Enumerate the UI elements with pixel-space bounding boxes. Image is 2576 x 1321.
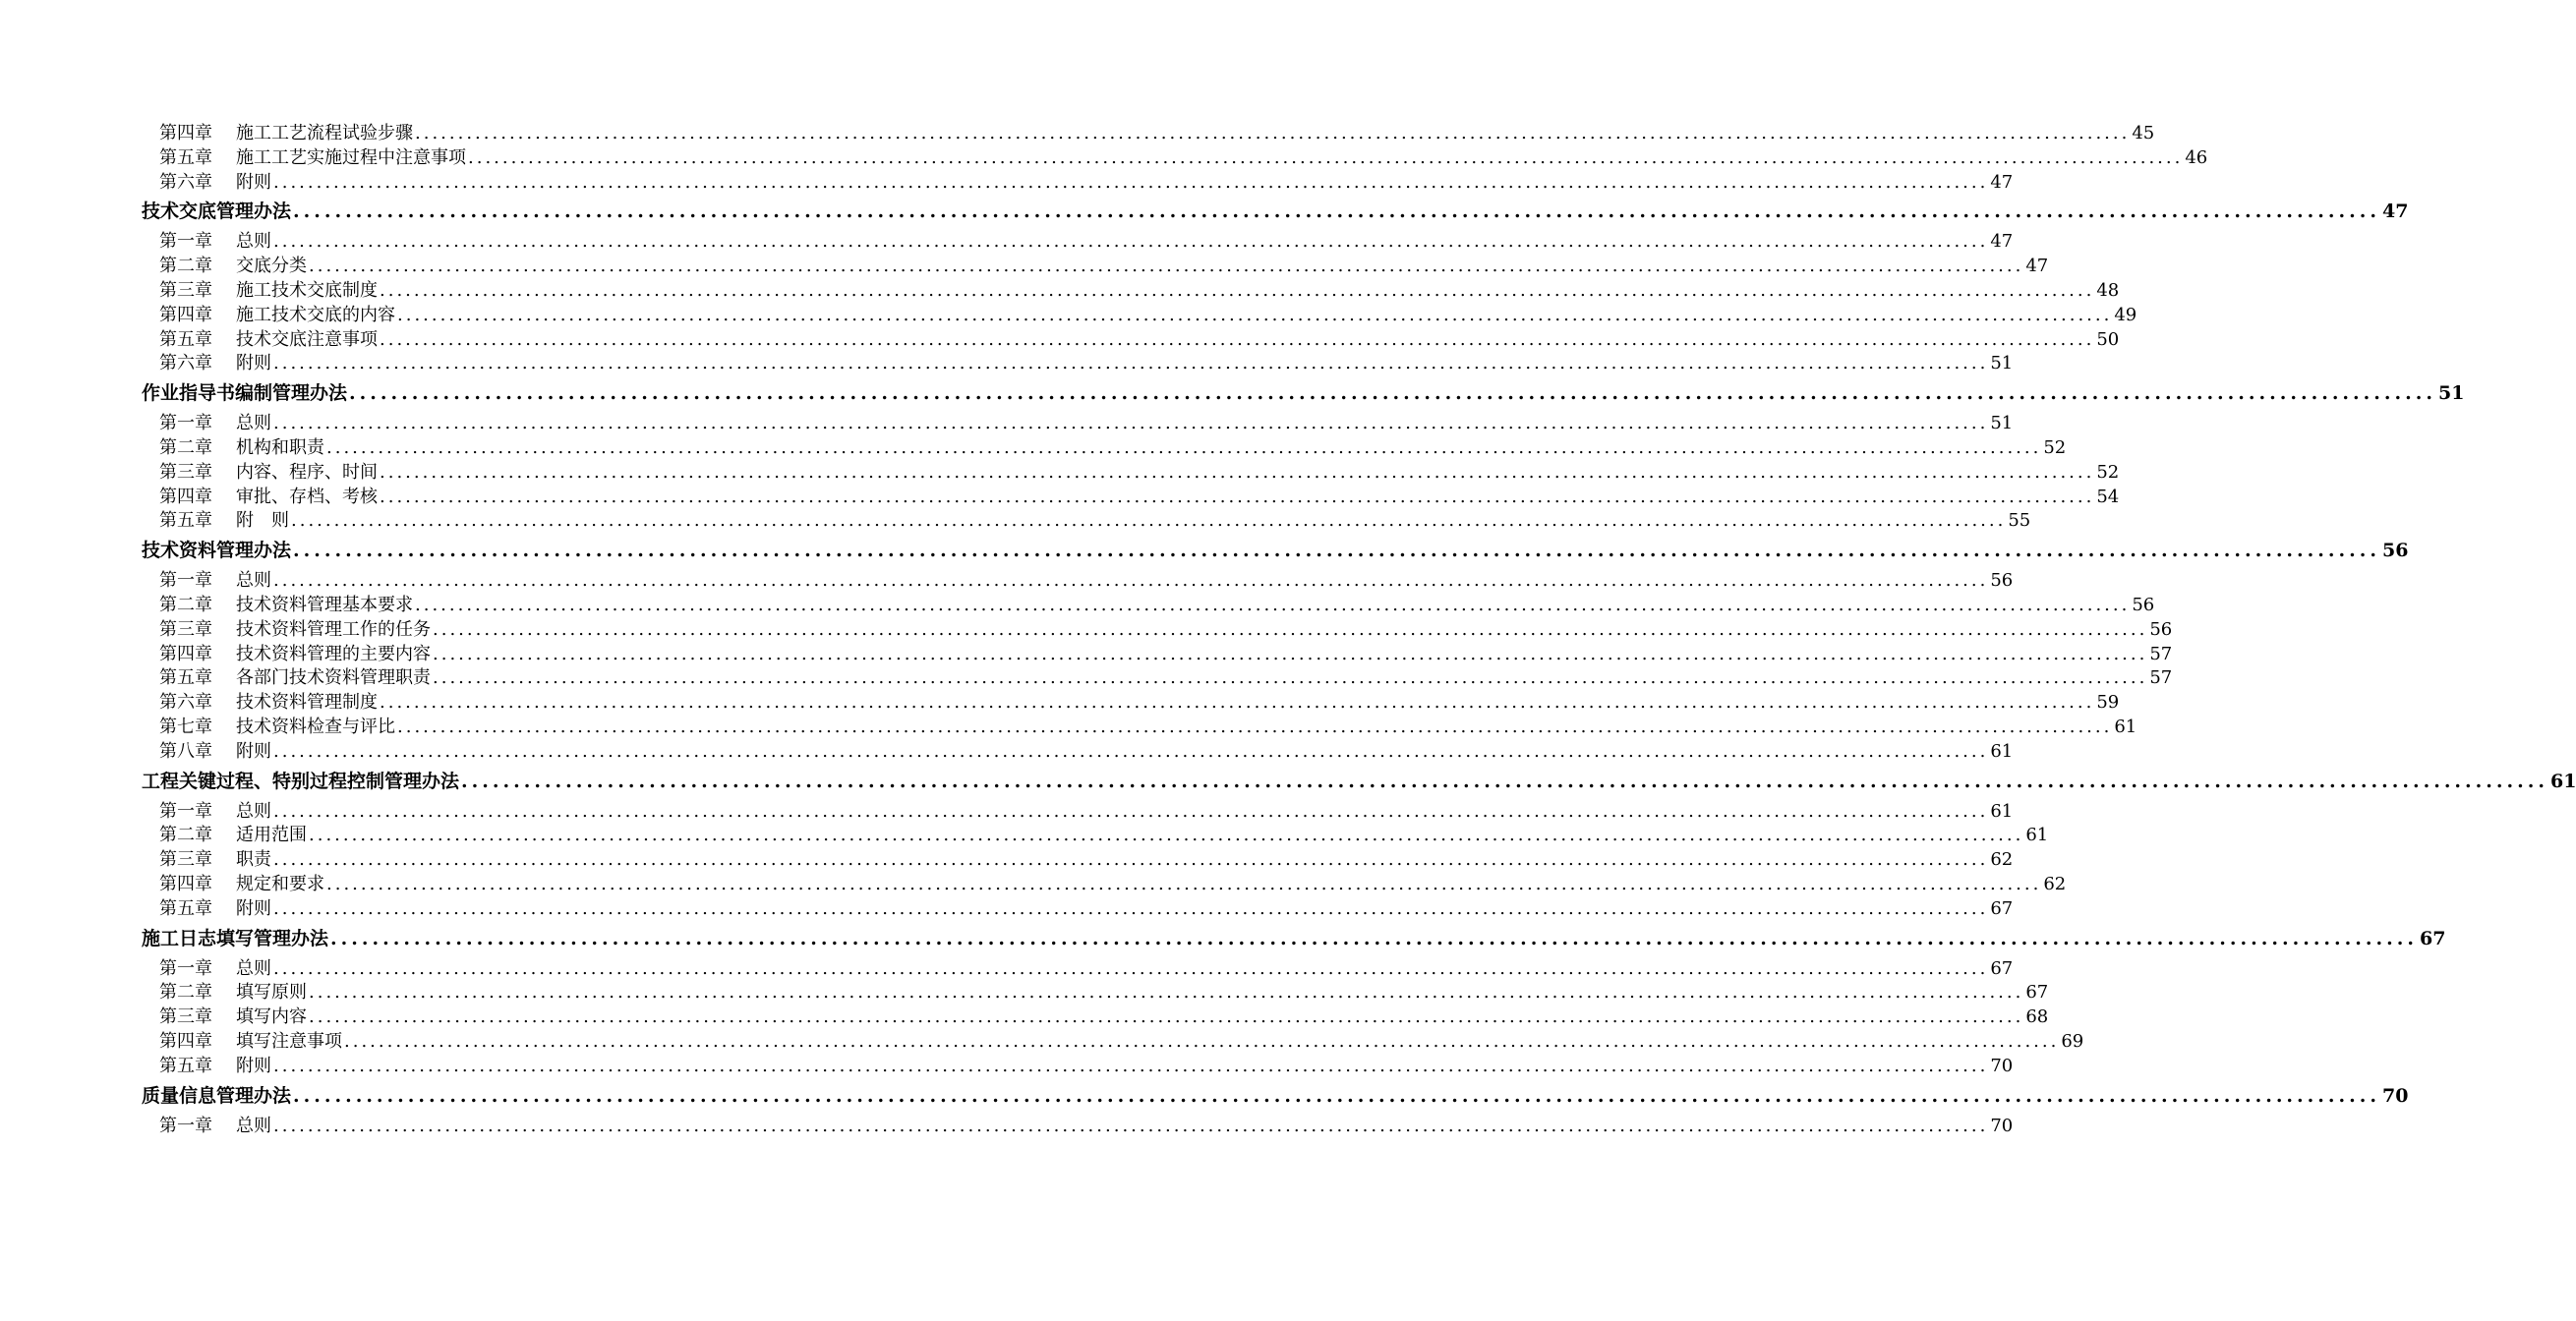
chapter-number: 第五章 bbox=[159, 146, 212, 168]
page-number: 59 bbox=[2096, 692, 2120, 714]
toc-chapter-entry[interactable] bbox=[159, 255, 2049, 279]
page-number: 56 bbox=[1990, 570, 2014, 592]
page-number: 49 bbox=[2114, 304, 2137, 325]
toc-entry-label bbox=[159, 897, 271, 922]
toc-entry-label bbox=[159, 981, 307, 1005]
dot-leader: ........................................................................................................................................................................................................ bbox=[293, 201, 2380, 223]
page-number: 67 bbox=[1990, 897, 2014, 919]
page-number: 56 bbox=[2381, 540, 2409, 562]
toc-chapter-entry[interactable] bbox=[159, 1030, 2084, 1055]
chapter-number: 第八章 bbox=[159, 740, 212, 762]
toc-chapter-entry[interactable] bbox=[159, 957, 2014, 982]
section-title: 技术资料管理办法 bbox=[142, 540, 292, 562]
chapter-title: 审批、存档、考核 bbox=[236, 486, 378, 507]
chapter-number: 第一章 bbox=[159, 800, 212, 822]
page-number: 68 bbox=[2025, 1006, 2049, 1028]
dot-leader: ........................................................................................................................................................................................................ bbox=[273, 570, 1989, 592]
chapter-number: 第五章 bbox=[159, 667, 212, 689]
page-number: 46 bbox=[2185, 146, 2208, 168]
toc-chapter-entry[interactable] bbox=[159, 740, 2014, 765]
chapter-title: 填写内容 bbox=[236, 1006, 307, 1028]
toc-chapter-entry[interactable] bbox=[159, 412, 2014, 436]
toc-section-entry[interactable] bbox=[142, 922, 2446, 955]
page-number: 51 bbox=[1990, 353, 2014, 374]
toc-chapter-entry[interactable] bbox=[159, 146, 2208, 171]
toc-chapter-entry[interactable] bbox=[159, 594, 2155, 618]
dot-leader: ........................................................................................................................................................................................................ bbox=[326, 873, 2042, 894]
chapter-number: 第二章 bbox=[159, 982, 212, 1004]
toc-chapter-entry[interactable] bbox=[159, 171, 2014, 196]
chapter-number: 第三章 bbox=[159, 1006, 212, 1028]
toc-entry-label bbox=[159, 1005, 307, 1030]
toc-section-entry[interactable] bbox=[142, 376, 2465, 410]
chapter-title: 交底分类 bbox=[236, 256, 307, 277]
dot-leader: ........................................................................................................................................................................................................ bbox=[433, 667, 2148, 689]
toc-entry-label bbox=[159, 436, 324, 461]
dot-leader: ........................................................................................................................................................................................................ bbox=[309, 256, 2024, 277]
chapter-number: 第二章 bbox=[159, 594, 212, 615]
dot-leader: ........................................................................................................................................................................................................ bbox=[273, 800, 1989, 822]
chapter-title: 施工工艺流程试验步骤 bbox=[236, 123, 413, 144]
chapter-number: 第四章 bbox=[159, 643, 212, 664]
toc-chapter-entry[interactable] bbox=[159, 691, 2120, 716]
section-title: 作业指导书编制管理办法 bbox=[142, 382, 348, 405]
dot-leader: ........................................................................................................................................................................................................ bbox=[326, 436, 2042, 458]
toc-chapter-entry[interactable] bbox=[159, 800, 2014, 825]
toc-chapter-entry[interactable] bbox=[159, 122, 2155, 146]
dot-leader: ........................................................................................................................................................................................................ bbox=[397, 716, 2113, 737]
chapter-number: 第四章 bbox=[159, 123, 212, 144]
toc-section-entry[interactable] bbox=[142, 1079, 2409, 1113]
chapter-number: 第一章 bbox=[159, 413, 212, 434]
chapter-title: 附则 bbox=[236, 740, 271, 762]
chapter-number: 第二章 bbox=[159, 825, 212, 846]
toc-entry-label bbox=[159, 279, 378, 304]
chapter-title: 填写注意事项 bbox=[236, 1030, 342, 1052]
page-number: 51 bbox=[2437, 382, 2465, 405]
page-number: 56 bbox=[2149, 618, 2173, 640]
page-number: 47 bbox=[2025, 256, 2049, 277]
page-number: 50 bbox=[2096, 328, 2120, 350]
chapter-title: 技术资料管理工作的任务 bbox=[236, 618, 431, 640]
chapter-title: 总则 bbox=[236, 957, 271, 979]
page-number: 52 bbox=[2043, 436, 2067, 458]
dot-leader: ........................................................................................................................................................................................................ bbox=[380, 486, 2095, 507]
chapter-title: 附 则 bbox=[236, 510, 289, 532]
dot-leader: ........................................................................................................................................................................................................ bbox=[273, 353, 1989, 374]
chapter-number: 第五章 bbox=[159, 897, 212, 919]
page-number: 67 bbox=[2419, 927, 2446, 949]
dot-leader: ........................................................................................................................................................................................................ bbox=[330, 927, 2418, 949]
toc-chapter-entry[interactable] bbox=[159, 509, 2031, 534]
page-number: 62 bbox=[2043, 873, 2067, 894]
chapter-title: 内容、程序、时间 bbox=[236, 461, 378, 483]
toc-chapter-entry[interactable] bbox=[159, 873, 2067, 897]
chapter-number: 第三章 bbox=[159, 279, 212, 301]
dot-leader: ........................................................................................................................................................................................................ bbox=[309, 982, 2024, 1004]
page-number: 45 bbox=[2132, 123, 2155, 144]
toc-section-entry[interactable] bbox=[142, 765, 2576, 798]
toc-entry-label bbox=[159, 146, 466, 171]
toc-chapter-entry[interactable] bbox=[159, 279, 2120, 304]
chapter-number: 第二章 bbox=[159, 436, 212, 458]
toc-entry-label bbox=[159, 800, 271, 825]
chapter-number: 第四章 bbox=[159, 486, 212, 507]
toc-entry-label bbox=[159, 461, 378, 486]
toc-chapter-entry[interactable] bbox=[159, 436, 2067, 461]
toc-entry-label bbox=[159, 255, 307, 279]
toc-chapter-entry[interactable] bbox=[159, 848, 2014, 873]
dot-leader: ........................................................................................................................................................................................................ bbox=[461, 770, 2548, 792]
dot-leader: ........................................................................................................................................................................................................ bbox=[380, 692, 2095, 714]
toc-chapter-entry[interactable] bbox=[159, 461, 2120, 486]
toc-entry-label bbox=[159, 618, 431, 643]
toc-chapter-entry[interactable] bbox=[159, 1005, 2049, 1030]
dot-leader: ........................................................................................................................................................................................................ bbox=[273, 171, 1989, 193]
page-number: 67 bbox=[1990, 957, 2014, 979]
chapter-number: 第七章 bbox=[159, 716, 212, 737]
toc-chapter-entry[interactable] bbox=[159, 352, 2014, 376]
chapter-title: 总则 bbox=[236, 1115, 271, 1136]
toc-chapter-entry[interactable] bbox=[159, 643, 2173, 667]
toc-section-entry[interactable] bbox=[142, 195, 2409, 228]
dot-leader: ........................................................................................................................................................................................................ bbox=[380, 279, 2095, 301]
page-number: 54 bbox=[2096, 486, 2120, 507]
chapter-number: 第六章 bbox=[159, 171, 212, 193]
chapter-number: 第三章 bbox=[159, 618, 212, 640]
chapter-title: 附则 bbox=[236, 353, 271, 374]
dot-leader: ........................................................................................................................................................................................................ bbox=[433, 618, 2148, 640]
dot-leader: ........................................................................................................................................................................................................ bbox=[415, 123, 2131, 144]
chapter-number: 第五章 bbox=[159, 510, 212, 532]
toc-chapter-entry[interactable] bbox=[159, 1055, 2014, 1079]
toc-chapter-entry[interactable] bbox=[159, 897, 2014, 922]
chapter-number: 第六章 bbox=[159, 353, 212, 374]
chapter-title: 总则 bbox=[236, 231, 271, 253]
page-number: 69 bbox=[2061, 1030, 2084, 1052]
chapter-title: 施工技术交底的内容 bbox=[236, 304, 395, 325]
chapter-title: 职责 bbox=[236, 849, 271, 871]
toc-entry-label bbox=[159, 824, 307, 848]
chapter-number: 第四章 bbox=[159, 304, 212, 325]
dot-leader: ........................................................................................................................................................................................................ bbox=[293, 1084, 2380, 1107]
chapter-title: 总则 bbox=[236, 413, 271, 434]
chapter-title: 附则 bbox=[236, 171, 271, 193]
page-number: 70 bbox=[1990, 1055, 2014, 1076]
section-title: 技术交底管理办法 bbox=[142, 201, 292, 223]
page-number: 47 bbox=[2381, 201, 2409, 223]
toc-entry-label bbox=[159, 594, 413, 618]
section-title: 工程关键过程、特别过程控制管理办法 bbox=[142, 770, 460, 792]
toc-entry-label bbox=[159, 957, 271, 982]
table-of-contents bbox=[0, 122, 2576, 1138]
chapter-title: 技术交底注意事项 bbox=[236, 328, 378, 350]
section-title: 施工日志填写管理办法 bbox=[142, 927, 329, 949]
chapter-number: 第六章 bbox=[159, 692, 212, 714]
toc-chapter-entry[interactable] bbox=[159, 304, 2137, 328]
toc-entry-label bbox=[159, 1055, 271, 1079]
page-number: 47 bbox=[1990, 171, 2014, 193]
chapter-number: 第一章 bbox=[159, 570, 212, 592]
section-title: 质量信息管理办法 bbox=[142, 1084, 292, 1107]
toc-entry-label bbox=[159, 1030, 342, 1055]
toc-entry-label bbox=[159, 848, 271, 873]
dot-leader: ........................................................................................................................................................................................................ bbox=[397, 304, 2113, 325]
chapter-title: 机构和职责 bbox=[236, 436, 324, 458]
chapter-title: 附则 bbox=[236, 1055, 271, 1076]
toc-entry-label bbox=[159, 1115, 271, 1139]
toc-chapter-entry[interactable] bbox=[159, 486, 2120, 510]
chapter-title: 施工工艺实施过程中注意事项 bbox=[236, 146, 466, 168]
page-number: 56 bbox=[2132, 594, 2155, 615]
toc-entry-label bbox=[159, 691, 378, 716]
page-number: 51 bbox=[1990, 413, 2014, 434]
page-number: 61 bbox=[2114, 716, 2137, 737]
toc-entry-label bbox=[159, 328, 378, 353]
chapter-title: 适用范围 bbox=[236, 825, 307, 846]
page-number: 57 bbox=[2149, 667, 2173, 689]
chapter-number: 第三章 bbox=[159, 461, 212, 483]
chapter-number: 第四章 bbox=[159, 1030, 212, 1052]
page-number: 57 bbox=[2149, 643, 2173, 664]
toc-chapter-entry[interactable] bbox=[159, 716, 2137, 740]
chapter-number: 第一章 bbox=[159, 957, 212, 979]
page-number: 67 bbox=[2025, 982, 2049, 1004]
toc-entry-label bbox=[159, 509, 289, 534]
toc-chapter-entry[interactable] bbox=[159, 328, 2120, 353]
chapter-title: 附则 bbox=[236, 897, 271, 919]
page-number: 61 bbox=[1990, 740, 2014, 762]
toc-entry-label bbox=[159, 666, 431, 691]
dot-leader: ........................................................................................................................................................................................................ bbox=[309, 1006, 2024, 1028]
dot-leader: ........................................................................................................................................................................................................ bbox=[415, 594, 2131, 615]
dot-leader: ........................................................................................................................................................................................................ bbox=[344, 1030, 2060, 1052]
chapter-title: 技术资料检查与评比 bbox=[236, 716, 395, 737]
toc-entry-label bbox=[159, 873, 324, 897]
chapter-title: 总则 bbox=[236, 800, 271, 822]
chapter-title: 技术资料管理制度 bbox=[236, 692, 378, 714]
toc-entry-label bbox=[159, 230, 271, 255]
toc-section-entry[interactable] bbox=[142, 534, 2409, 567]
toc-entry-label bbox=[159, 171, 271, 196]
page-number: 70 bbox=[2381, 1084, 2409, 1107]
dot-leader: ........................................................................................................................................................................................................ bbox=[380, 461, 2095, 483]
chapter-title: 规定和要求 bbox=[236, 873, 324, 894]
chapter-title: 施工技术交底制度 bbox=[236, 279, 378, 301]
chapter-title: 各部门技术资料管理职责 bbox=[236, 667, 431, 689]
chapter-title: 总则 bbox=[236, 570, 271, 592]
chapter-title: 技术资料管理的主要内容 bbox=[236, 643, 431, 664]
dot-leader: ........................................................................................................................................................................................................ bbox=[273, 897, 1989, 919]
chapter-number: 第五章 bbox=[159, 328, 212, 350]
chapter-title: 填写原则 bbox=[236, 982, 307, 1004]
dot-leader: ........................................................................................................................................................................................................ bbox=[309, 825, 2024, 846]
toc-entry-label bbox=[159, 304, 395, 328]
chapter-number: 第五章 bbox=[159, 1055, 212, 1076]
toc-entry-label bbox=[159, 352, 271, 376]
page-number: 52 bbox=[2096, 461, 2120, 483]
chapter-title: 技术资料管理基本要求 bbox=[236, 594, 413, 615]
dot-leader: ........................................................................................................................................................................................................ bbox=[273, 740, 1989, 762]
page-number: 55 bbox=[2008, 510, 2031, 532]
toc-entry-label bbox=[159, 486, 378, 510]
dot-leader: ........................................................................................................................................................................................................ bbox=[273, 231, 1989, 253]
dot-leader: ........................................................................................................................................................................................................ bbox=[291, 510, 2007, 532]
page-number: 62 bbox=[1990, 849, 2014, 871]
toc-entry-label bbox=[159, 412, 271, 436]
toc-entry-label bbox=[159, 643, 431, 667]
page-number: 47 bbox=[1990, 231, 2014, 253]
dot-leader: ........................................................................................................................................................................................................ bbox=[380, 328, 2095, 350]
toc-chapter-entry[interactable] bbox=[159, 824, 2049, 848]
toc-entry-label bbox=[159, 122, 413, 146]
toc-chapter-entry[interactable] bbox=[159, 230, 2014, 255]
toc-entry-label bbox=[159, 740, 271, 765]
toc-entry-label bbox=[159, 716, 395, 740]
dot-leader: ........................................................................................................................................................................................................ bbox=[468, 146, 2184, 168]
chapter-number: 第三章 bbox=[159, 849, 212, 871]
toc-chapter-entry[interactable] bbox=[159, 1115, 2014, 1139]
dot-leader: ........................................................................................................................................................................................................ bbox=[273, 1115, 1989, 1136]
dot-leader: ........................................................................................................................................................................................................ bbox=[273, 957, 1989, 979]
page-number: 61 bbox=[2025, 825, 2049, 846]
toc-chapter-entry[interactable] bbox=[159, 569, 2014, 594]
toc-chapter-entry[interactable] bbox=[159, 618, 2173, 643]
page-number: 61 bbox=[2549, 770, 2576, 792]
dot-leader: ........................................................................................................................................................................................................ bbox=[293, 540, 2380, 562]
chapter-number: 第二章 bbox=[159, 256, 212, 277]
page-number: 48 bbox=[2096, 279, 2120, 301]
toc-chapter-entry[interactable] bbox=[159, 981, 2049, 1005]
dot-leader: ........................................................................................................................................................................................................ bbox=[273, 849, 1989, 871]
toc-entry-label bbox=[159, 569, 271, 594]
page-number: 70 bbox=[1990, 1115, 2014, 1136]
toc-chapter-entry[interactable] bbox=[159, 666, 2173, 691]
dot-leader: ........................................................................................................................................................................................................ bbox=[349, 382, 2436, 405]
chapter-number: 第一章 bbox=[159, 1115, 212, 1136]
chapter-number: 第四章 bbox=[159, 873, 212, 894]
chapter-number: 第一章 bbox=[159, 231, 212, 253]
dot-leader: ........................................................................................................................................................................................................ bbox=[273, 413, 1989, 434]
page-number: 61 bbox=[1990, 800, 2014, 822]
dot-leader: ........................................................................................................................................................................................................ bbox=[273, 1055, 1989, 1076]
dot-leader: ........................................................................................................................................................................................................ bbox=[433, 643, 2148, 664]
